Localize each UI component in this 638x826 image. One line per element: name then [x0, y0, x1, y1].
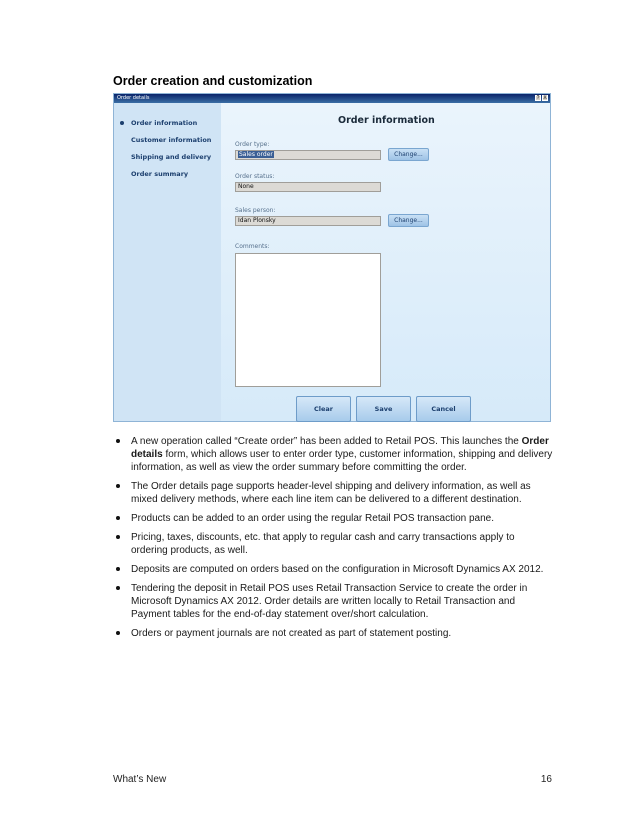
order-status-label: Order status: [235, 173, 275, 180]
order-info-panel [221, 103, 550, 421]
nav-order-information[interactable]: Order information [131, 119, 198, 127]
bullet-icon [116, 439, 120, 443]
order-type-value: Sales order [239, 151, 273, 158]
bullet-item: The Order details page supports header-level shipping and delivery information, as well as mixed delivery methods, where each line item can be delivered to a different destination. [113, 480, 553, 506]
bullet-item: A new operation called “Create order” has been added to Retail POS. This launches the Order details form, which allows user to enter order type, customer information, shipping and delivery information, as well as view the order summary before committing the order. [113, 435, 553, 474]
sales-person-value: Idan Plonsky [238, 217, 276, 224]
footer-section-title: What’s New [113, 774, 167, 785]
order-details-term: Order details [131, 436, 549, 460]
clear-button[interactable]: Clear [296, 396, 351, 422]
sidebar [114, 103, 221, 421]
bullet-icon [116, 535, 120, 539]
nav-shipping-delivery[interactable]: Shipping and delivery [131, 153, 212, 161]
help-button[interactable]: ? [536, 95, 540, 101]
window-title: Order details [117, 95, 150, 101]
section-heading: Order creation and customization [113, 74, 313, 88]
save-button[interactable]: Save [356, 396, 411, 422]
bullet-item: Tendering the deposit in Retail POS uses Retail Transaction Service to create the order in Microsoft Dynamics AX 2012. Order details are written locally to Retail Transaction and Payment tables for the end-of-day statement over/short calculation. [113, 582, 553, 621]
active-indicator-icon [120, 121, 124, 125]
change-order-type-button[interactable]: Change... [388, 148, 429, 161]
window-titlebar [114, 94, 550, 103]
feature-bullet-list [113, 435, 553, 646]
order-status-field [235, 182, 381, 192]
order-status-value: None [238, 183, 254, 190]
bullet-item: Products can be added to an order using the regular Retail POS transaction pane. [113, 512, 553, 525]
page-number: 16 [540, 774, 552, 785]
comments-label: Comments: [235, 243, 270, 250]
order-details-window [113, 93, 551, 422]
nav-order-summary[interactable]: Order summary [131, 170, 189, 178]
bullet-icon [116, 631, 120, 635]
order-type-label: Order type: [235, 141, 270, 148]
bullet-icon [116, 516, 120, 520]
bullet-item: Deposits are computed on orders based on the configuration in Microsoft Dynamics AX 2012. [113, 563, 553, 576]
change-sales-person-button[interactable]: Change... [388, 214, 429, 227]
bullet-item: Orders or payment journals are not created as part of statement posting. [113, 627, 553, 640]
close-button[interactable]: X [543, 95, 547, 101]
sales-person-label: Sales person: [235, 207, 276, 214]
order-type-field[interactable] [235, 150, 381, 160]
nav-customer-information[interactable]: Customer information [131, 136, 212, 144]
form-title: Order information [338, 115, 435, 126]
sales-person-field[interactable] [235, 216, 381, 226]
bullet-item: Pricing, taxes, discounts, etc. that apply to regular cash and carry transactions apply to ordering products, as well. [113, 531, 553, 557]
comments-textarea[interactable] [235, 253, 381, 387]
bullet-icon [116, 567, 120, 571]
bullet-icon [116, 484, 120, 488]
cancel-button[interactable]: Cancel [416, 396, 471, 422]
bullet-icon [116, 586, 120, 590]
